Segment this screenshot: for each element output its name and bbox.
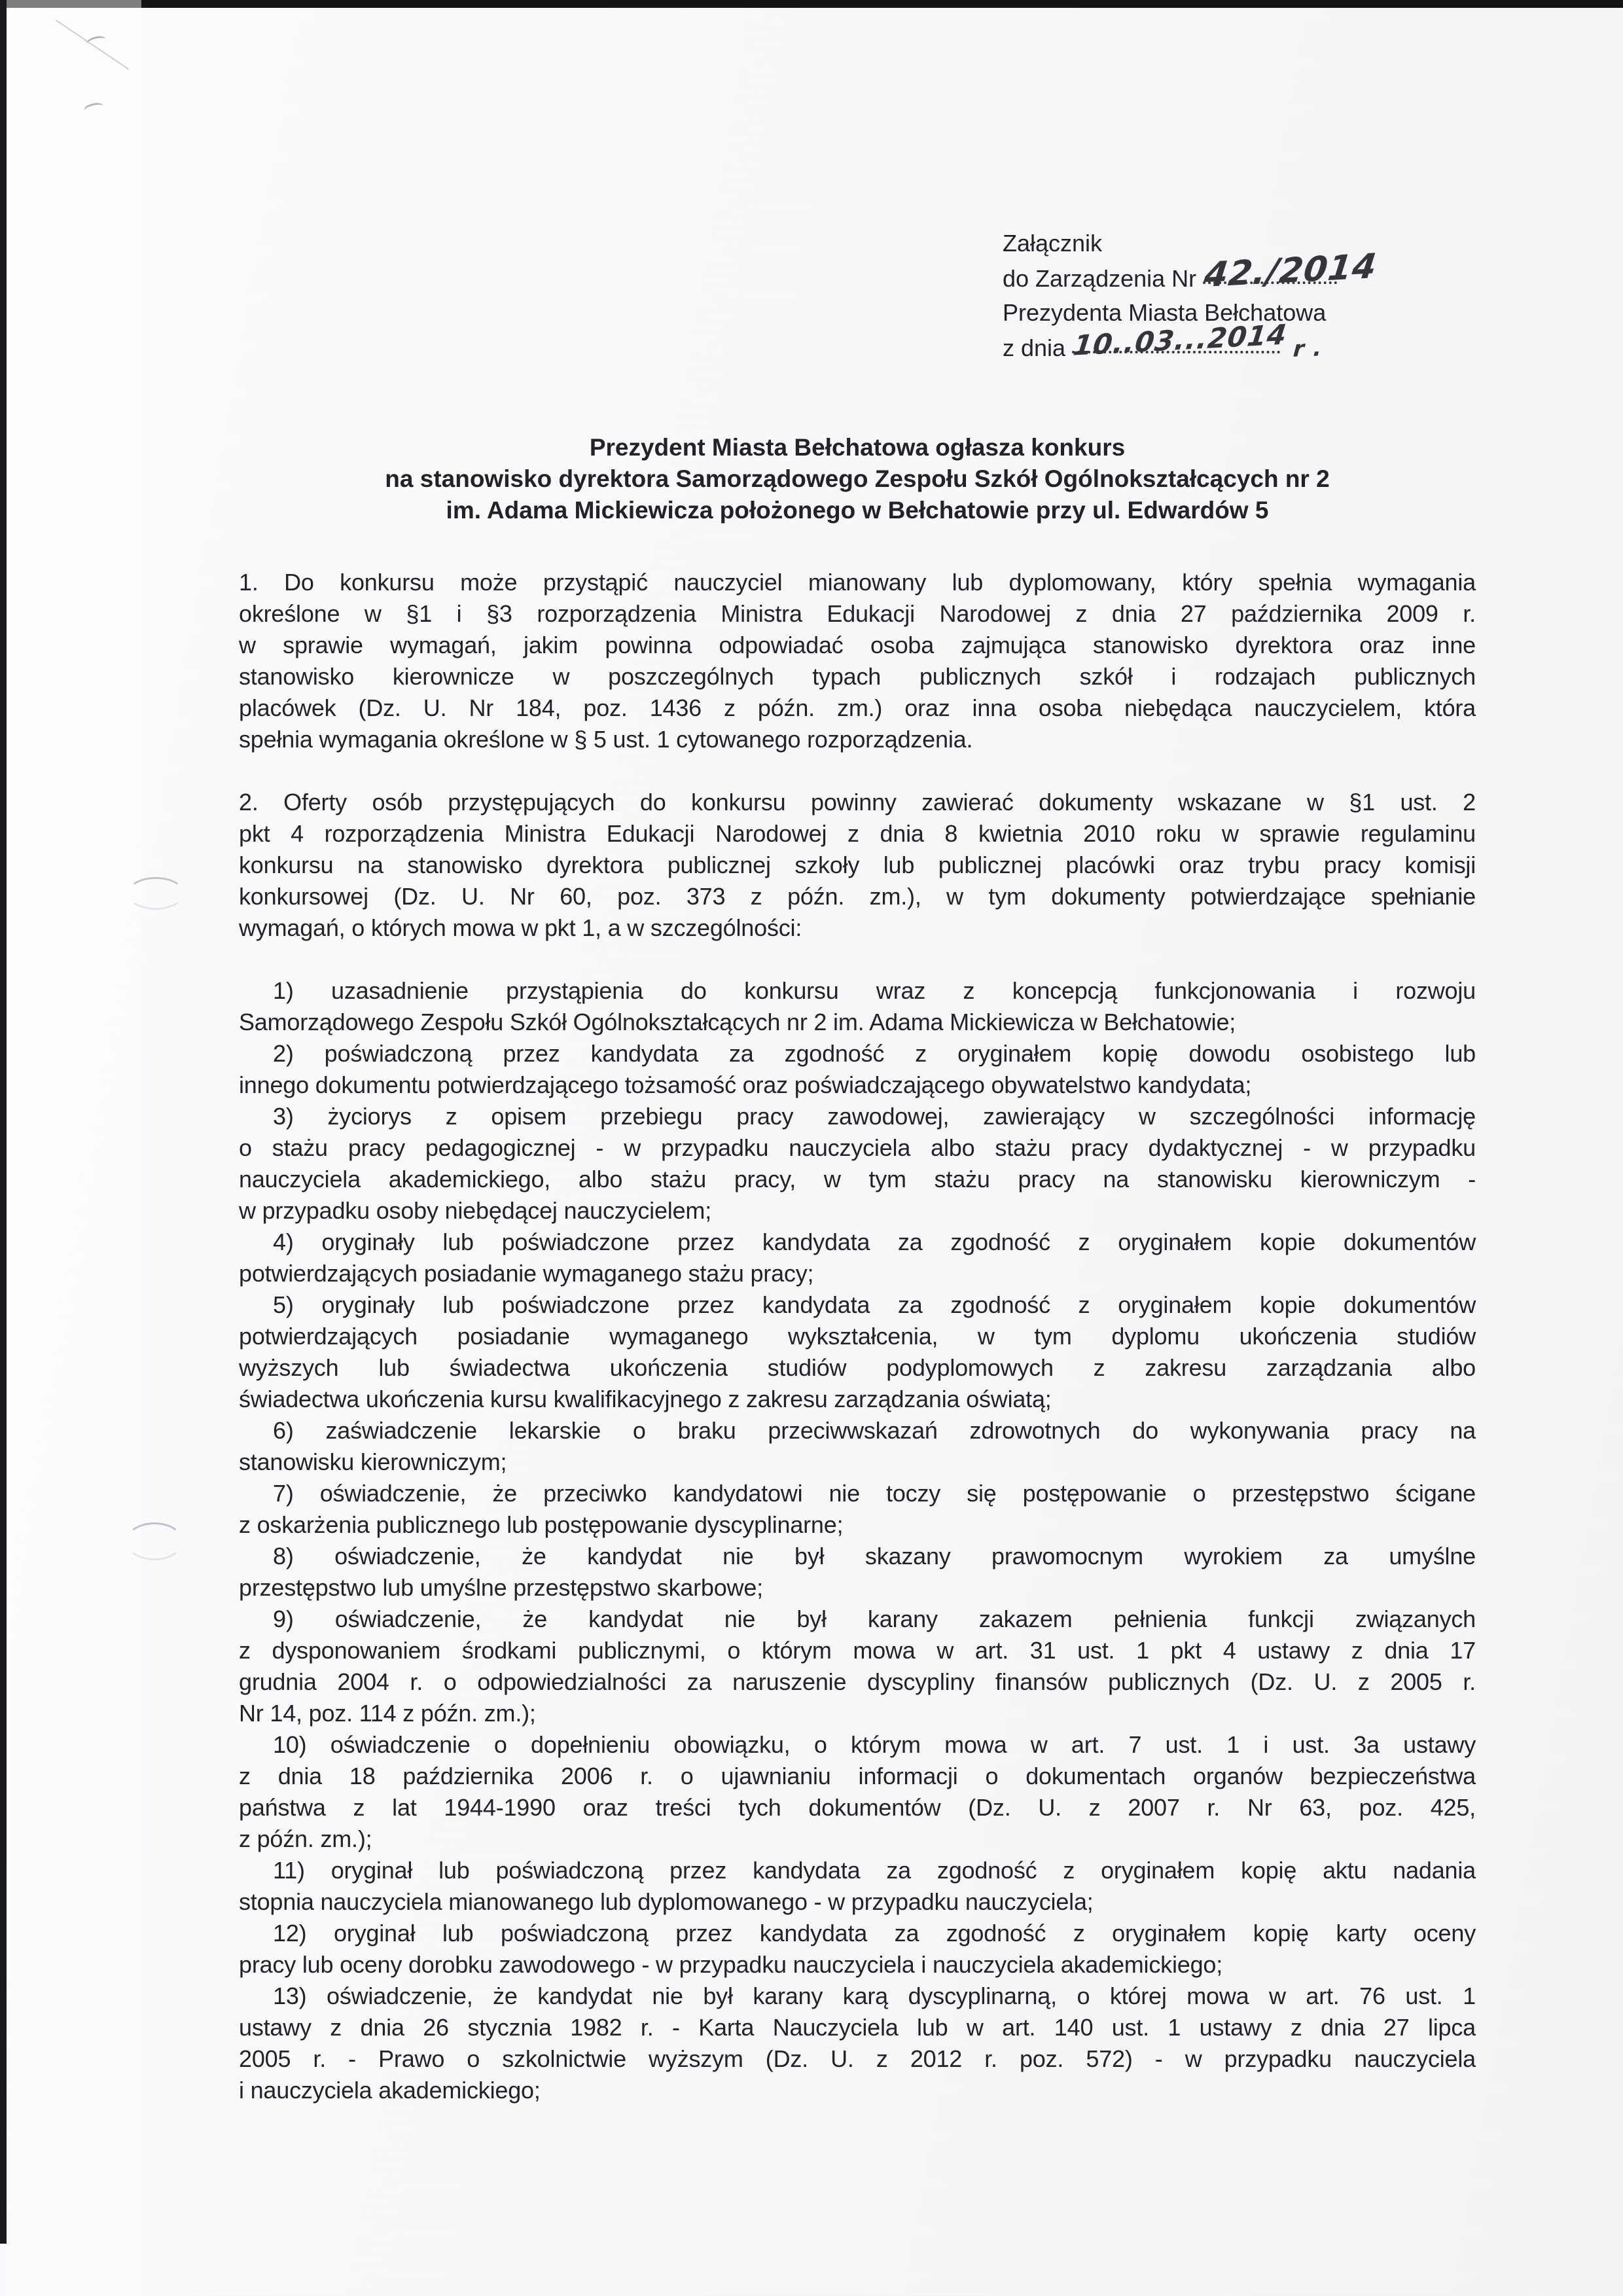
text-line: 2005 r. - Prawo o szkolnictwie wyższym (Dz. U. z 2012 r. poz. 572) - w przypadku nauczyciela <box>239 2045 1476 2072</box>
list-item <box>239 1478 1476 1541</box>
text-line: konkursowej (Dz. U. Nr 60, poz. 373 z późn. zm.), w tym dokumenty potwierdzające spełnianie <box>239 883 1476 910</box>
text-line: 6) zaświadczenie lekarskie o braku przeciwwskazań zdrowotnych do wykonywania pracy na <box>273 1417 1476 1444</box>
scan-edge-left <box>0 0 7 2244</box>
text-line: w przypadku osoby niebędącej nauczycielem; <box>239 1197 712 1224</box>
text-line: wyższych lub świadectwa ukończenia studiów podyplomowych z zakresu zarządzania albo <box>239 1354 1476 1381</box>
text-line: spełnia wymagania określone w § 5 ust. 1 cytowanego rozporządzenia. <box>239 726 973 753</box>
handwritten-date: 10..03...2014 <box>1071 318 1289 362</box>
attachment-header <box>1003 226 1380 366</box>
text-line: potwierdzających posiadanie wymaganego stażu pracy; <box>239 1260 814 1287</box>
date-prefix: z dnia <box>1003 334 1066 361</box>
text-line: pkt 4 rozporządzenia Ministra Edukacji Narodowej z dnia 8 kwietnia 2010 roku w sprawie regulaminu <box>239 820 1476 847</box>
text-line: stanowisku kierowniczym; <box>239 1448 507 1475</box>
list-item <box>239 1541 1476 1604</box>
text-line: 8) oświadczenie, że kandydat nie był skazany prawomocnym wyrokiem za umyślne <box>273 1543 1476 1570</box>
text-line: nauczyciela akademickiego, albo stażu pracy, w tym stażu pracy na stanowisku kierowniczym - <box>239 1166 1476 1193</box>
text-line: 1. Do konkursu może przystąpić nauczyciel mianowany lub dyplomowany, który spełnia wymagania <box>239 569 1476 596</box>
title-line: na stanowisko dyrektora Samorządowego Zespołu Szkół Ogólnokształcących nr 2 <box>385 465 1330 492</box>
list-item <box>239 1101 1476 1227</box>
text-line: państwa z lat 1944-1990 oraz treści tych dokumentów (Dz. U. z 2007 r. Nr 63, poz. 425, <box>239 1794 1476 1821</box>
list-item <box>239 1289 1476 1415</box>
authority-line: Prezydenta Miasta Bełchatowa <box>1003 299 1327 326</box>
title-line: Prezydent Miasta Bełchatowa ogłasza konkurs <box>589 434 1126 461</box>
list-item <box>239 1918 1476 1981</box>
text-line: 2. Oferty osób przystępujących do konkursu powinny zawierać dokumenty wskazane w §1 ust. 2 <box>239 789 1476 816</box>
scan-edge-top <box>0 0 1623 8</box>
list-item <box>239 1981 1476 2106</box>
list-item <box>239 975 1476 1038</box>
text-line: określone w §1 i §3 rozporządzenia Ministra Edukacji Narodowej z dnia 27 października 2009 r. <box>239 600 1476 627</box>
handwritten-order-number: 42./2014 <box>1202 246 1380 296</box>
text-line: 13) oświadczenie, że kandydat nie był karany karą dyscyplinarną, o której mowa w art. 76 ust. 1 <box>273 1982 1476 2009</box>
text-line: ustawy z dnia 26 stycznia 1982 r. - Karta Nauczyciela lub w art. 140 ust. 1 ustawy z dnia 27 lipca <box>239 2014 1476 2041</box>
text-line: o stażu pracy pedagogicznej - w przypadku nauczyciela albo stażu pracy dydaktycznej - w przypadku <box>239 1134 1476 1161</box>
hole-punch-arc <box>127 877 185 910</box>
text-line: potwierdzających posiadanie wymaganego wykształcenia, w tym dyplomu ukończenia studiów <box>239 1323 1476 1350</box>
order-line-prefix: do Zarządzenia Nr <box>1003 265 1197 292</box>
text-line: stanowisko kierownicze w poszczególnych typach publicznych szkół i rodzajach publicznych <box>239 663 1476 690</box>
text-line: świadectwa ukończenia kursu kwalifikacyjnego z zakresu zarządzania oświatą; <box>239 1386 1052 1412</box>
text-line: z oskarżenia publicznego lub postępowanie dyscyplinarne; <box>239 1511 844 1538</box>
date-line <box>1003 318 1337 366</box>
text-line: grudnia 2004 r. o odpowiedzialności za naruszenie dyscypliny finansów publicznych (Dz. U. z 2005 r. <box>239 1668 1476 1695</box>
text-line: 10) oświadczenie o dopełnieniu obowiązku, o którym mowa w art. 7 ust. 1 i ust. 3a ustawy <box>273 1731 1476 1758</box>
dotted-fill-line <box>1202 246 1380 296</box>
list-item <box>239 1227 1476 1289</box>
text-line: przestępstwo lub umyślne przestępstwo skarbowe; <box>239 1574 763 1601</box>
text-line: placówek (Dz. U. Nr 184, poz. 1436 z późn. zm.) oraz inna osoba niebędąca nauczycielem, która <box>239 694 1476 721</box>
hole-punch-arc <box>126 1522 183 1560</box>
list-item <box>239 1604 1476 1729</box>
list-item <box>239 1729 1476 1855</box>
text-line: konkursu na stanowisko dyrektora publicznej szkoły lub publicznej placówki oraz trybu pracy komisji <box>239 852 1476 878</box>
order-number-line <box>1003 246 1380 296</box>
text-line: innego dokumentu potwierdzającego tożsamość oraz poświadczającego obywatelstwo kandydata; <box>239 1071 1252 1098</box>
under-sheet-edge <box>7 0 141 2296</box>
text-line: z późn. zm.); <box>239 1825 372 1852</box>
text-line: 5) oryginały lub poświadczone przez kandydata za zgodność z oryginałem kopie dokumentów <box>273 1291 1476 1318</box>
document-title <box>239 432 1476 526</box>
attachment-label: Załącznik <box>1003 230 1103 257</box>
date-suffix: r . <box>1292 335 1324 363</box>
list-item <box>239 1038 1476 1101</box>
text-line: 3) życiorys z opisem przebiegu pracy zawodowej, zawierający w szczególności informację <box>273 1103 1476 1130</box>
text-line: 4) oryginały lub poświadczone przez kandydata za zgodność z oryginałem kopie dokumentów <box>273 1229 1476 1255</box>
paragraph <box>239 567 1476 755</box>
text-line: 11) oryginał lub poświadczoną przez kandydata za zgodność z oryginałem kopię aktu nadania <box>273 1857 1476 1884</box>
list-item <box>239 1855 1476 1918</box>
text-line: z dysponowaniem środkami publicznymi, o którym mowa w art. 31 ust. 1 pkt 4 ustawy z dnia 17 <box>239 1637 1476 1664</box>
text-line: Nr 14, poz. 114 z późn. zm.); <box>239 1700 536 1727</box>
paragraph <box>239 787 1476 944</box>
text-line: 7) oświadczenie, że przeciwko kandydatowi nie toczy się postępowanie o przestępstwo ścigane <box>273 1480 1476 1507</box>
text-line: i nauczyciela akademickiego; <box>239 2077 541 2104</box>
text-line: z dnia 18 października 2006 r. o ujawnianiu informacji o dokumentach organów bezpieczeństwa <box>239 1763 1476 1789</box>
text-line: wymagań, o których mowa w pkt 1, a w szczególności: <box>239 914 802 941</box>
dotted-fill-line <box>1071 318 1289 362</box>
list-item <box>239 1415 1476 1478</box>
text-line: 2) poświadczoną przez kandydata za zgodność z oryginałem kopię dowodu osobistego lub <box>273 1040 1476 1067</box>
document-body <box>239 567 1476 2106</box>
text-line: pracy lub oceny dorobku zawodowego - w przypadku nauczyciela i nauczyciela akademickiego; <box>239 1951 1223 1978</box>
title-line: im. Adama Mickiewicza położonego w Bełchatowie przy ul. Edwardów 5 <box>446 497 1269 524</box>
text-line: 1) uzasadnienie przystąpienia do konkursu wraz z koncepcją funkcjonowania i rozwoju <box>273 977 1476 1004</box>
text-line: 9) oświadczenie, że kandydat nie był karany zakazem pełnienia funkcji związanych <box>273 1605 1476 1632</box>
text-line: 12) oryginał lub poświadczoną przez kandydata za zgodność z oryginałem kopię karty oceny <box>273 1920 1476 1946</box>
text-line: w sprawie wymagań, jakim powinna odpowiadać osoba zajmująca stanowisko dyrektora oraz inne <box>239 632 1476 658</box>
text-line: Samorządowego Zespołu Szkół Ogólnokształcących nr 2 im. Adama Mickiewicza w Bełchatowie; <box>239 1009 1236 1035</box>
text-line: stopnia nauczyciela mianowanego lub dyplomowanego - w przypadku nauczyciela; <box>239 1888 1094 1915</box>
